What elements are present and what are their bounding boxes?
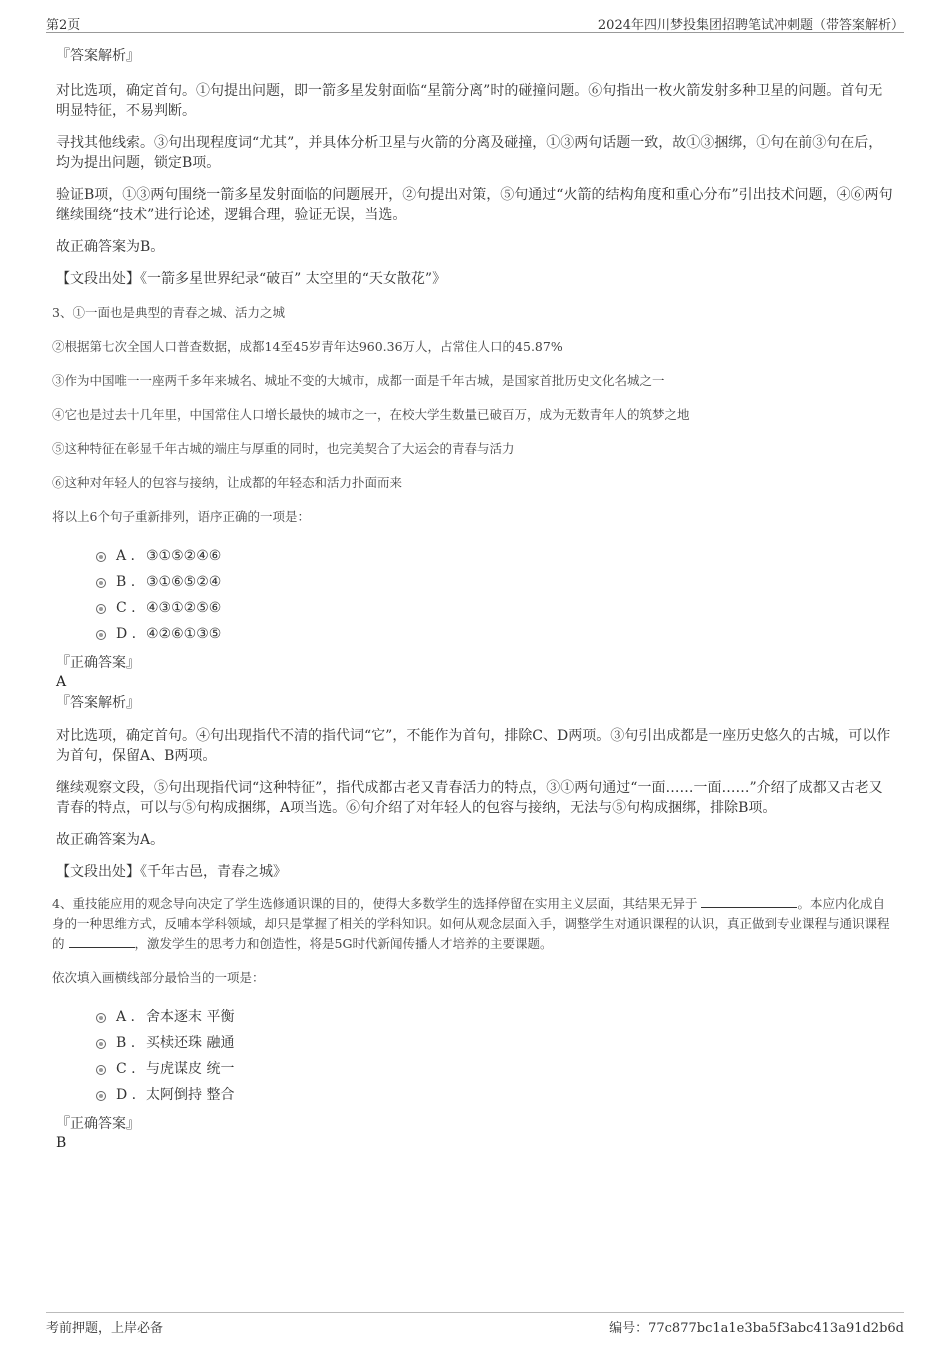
q4-option-c[interactable]: C . 与虎谋皮 统一	[56, 1056, 896, 1082]
q3-option-a[interactable]: A . ③①⑤②④⑥	[56, 543, 896, 569]
q3-sentence: ⑥这种对年轻人的包容与接纳，让成都的年轻态和活力扑面而来	[52, 475, 403, 490]
q2-analysis-paragraph: 对比选项，确定首句。①句提出问题，即一箭多星发射面临“星箭分离”时的碰撞问题。⑥句指出一枚火箭发射多种卫星的问题。首句无明显特征，不易判断。	[56, 83, 883, 119]
q2-analysis-paragraph: 故正确答案为B。	[56, 239, 165, 255]
q4-options	[56, 1004, 896, 1108]
radio-icon[interactable]	[96, 604, 106, 614]
radio-icon[interactable]	[96, 1013, 106, 1023]
radio-icon[interactable]	[96, 630, 106, 640]
q4-option-a[interactable]: A . 舍本逐末 平衡	[56, 1004, 896, 1030]
radio-icon[interactable]	[96, 578, 106, 588]
q3-prompt: 将以上6个句子重新排列，语序正确的一项是：	[52, 509, 310, 524]
page-number: 第2页	[46, 18, 81, 33]
q3-sentence: ②根据第七次全国人口普查数据，成都14至45岁青年达960.36万人，占常住人口的45.87%	[52, 339, 563, 354]
q4-stem: 4、重技能应用的观念导向决定了学生选修通识课的目的，使得大多数学生的选择停留在实用主义层面，其结果无异于 。本应内化成自身的一种思维方式，反哺本学科领域，却只是掌握了相关的学科知识。如何从观念层面入手，调整学生对通识课程的认识，真正做到专业课程与通识课程的 ，激发学生的思考力和创造性，将是5G时代新闻传播人才培养的主要课题。	[52, 896, 890, 951]
blank-line	[701, 895, 797, 908]
document-title: 2024年四川梦投集团招聘笔试冲刺题（带答案解析）	[597, 18, 904, 33]
q3-option-d[interactable]: D . ④②⑥①③⑤	[56, 621, 896, 647]
q3-sentence: 3、①一面也是典型的青春之城、活力之城	[52, 305, 285, 320]
q3-options	[56, 543, 896, 647]
q2-analysis-paragraph: 寻找其他线索。③句出现程度词“尤其”，并具体分析卫星与火箭的分离及碰撞，①③两句话题一致，故①③捆绑，①句在前③句在后，均为提出问题，锁定B项。	[56, 135, 883, 171]
q3-analysis-paragraph: 继续观察文段，⑤句出现指代词“这种特征”，指代成都古老又青春活力的特点，③①两句通过“一面……一面……”介绍了成都又古老又青春的特点，可以与⑤句构成捆绑，A项当选。⑥句介绍了对年轻人的包容与接纳，无法与⑤句构成捆绑，排除B项。	[56, 780, 883, 816]
q3-option-b[interactable]: B . ③①⑥⑤②④	[56, 569, 896, 595]
page-footer	[46, 1312, 904, 1335]
q2-analysis-label: 『答案解析』	[56, 48, 140, 64]
q3-sentence: ③作为中国唯一一座两千多年来城名、城址不变的大城市，成都一面是千年古城，是国家首批历史文化名城之一	[52, 373, 665, 388]
q3-sentence: ⑤这种特征在彰显千年古城的端庄与厚重的同时，也完美契合了大运会的青春与活力	[52, 441, 515, 456]
radio-icon[interactable]	[96, 552, 106, 562]
q3-analysis-paragraph: 故正确答案为A。	[56, 832, 165, 848]
q3-sentence: ④它也是过去十几年里，中国常住人口增长最快的城市之一，在校大学生数量已破百万，成为无数青年人的筑梦之地	[52, 407, 690, 422]
q3-correct-answer: A	[56, 674, 67, 690]
q3-sentences	[52, 303, 896, 527]
page-header	[46, 12, 904, 33]
radio-icon[interactable]	[96, 1091, 106, 1101]
radio-icon[interactable]	[96, 1065, 106, 1075]
q4-option-d[interactable]: D . 太阿倒持 整合	[56, 1082, 896, 1108]
radio-icon[interactable]	[96, 1039, 106, 1049]
q4-prompt: 依次填入画横线部分最恰当的一项是：	[52, 970, 265, 985]
q4-correct-label: 『正确答案』	[56, 1116, 140, 1132]
q3-analysis-label: 『答案解析』	[56, 695, 140, 711]
q3-analysis-paragraph: 对比选项，确定首句。④句出现指代不清的指代词“它”，不能作为首句，排除C、D两项。③句引出成都是一座历史悠久的古城，可以作为首句，保留A、B两项。	[56, 728, 891, 764]
q3-correct-label: 『正确答案』	[56, 655, 140, 671]
q4-correct-answer: B	[56, 1135, 67, 1151]
footer-slogan: 考前押题，上岸必备	[46, 1321, 164, 1336]
q3-option-c[interactable]: C . ④③①②⑤⑥	[56, 595, 896, 621]
q2-analysis-paragraph: 验证B项，①③两句围绕一箭多星发射面临的问题展开，②句提出对策，⑤句通过“火箭的结构角度和重心分布”引出技术问题，④⑥两句继续围绕“技术”进行论述，逻辑合理，验证无误，当选。	[56, 187, 893, 223]
main-content	[52, 44, 896, 1152]
blank-line	[69, 935, 135, 948]
q4-option-b[interactable]: B . 买椟还珠 融通	[56, 1030, 896, 1056]
q3-source: 【文段出处】《千年古邑，青春之城》	[56, 864, 287, 880]
q2-source: 【文段出处】《一箭多星世界纪录“破百” 太空里的“天女散花”》	[56, 271, 447, 287]
document-code: 编号：77c877bc1a1e3ba5f3abc413a91d2b6d	[609, 1321, 904, 1336]
